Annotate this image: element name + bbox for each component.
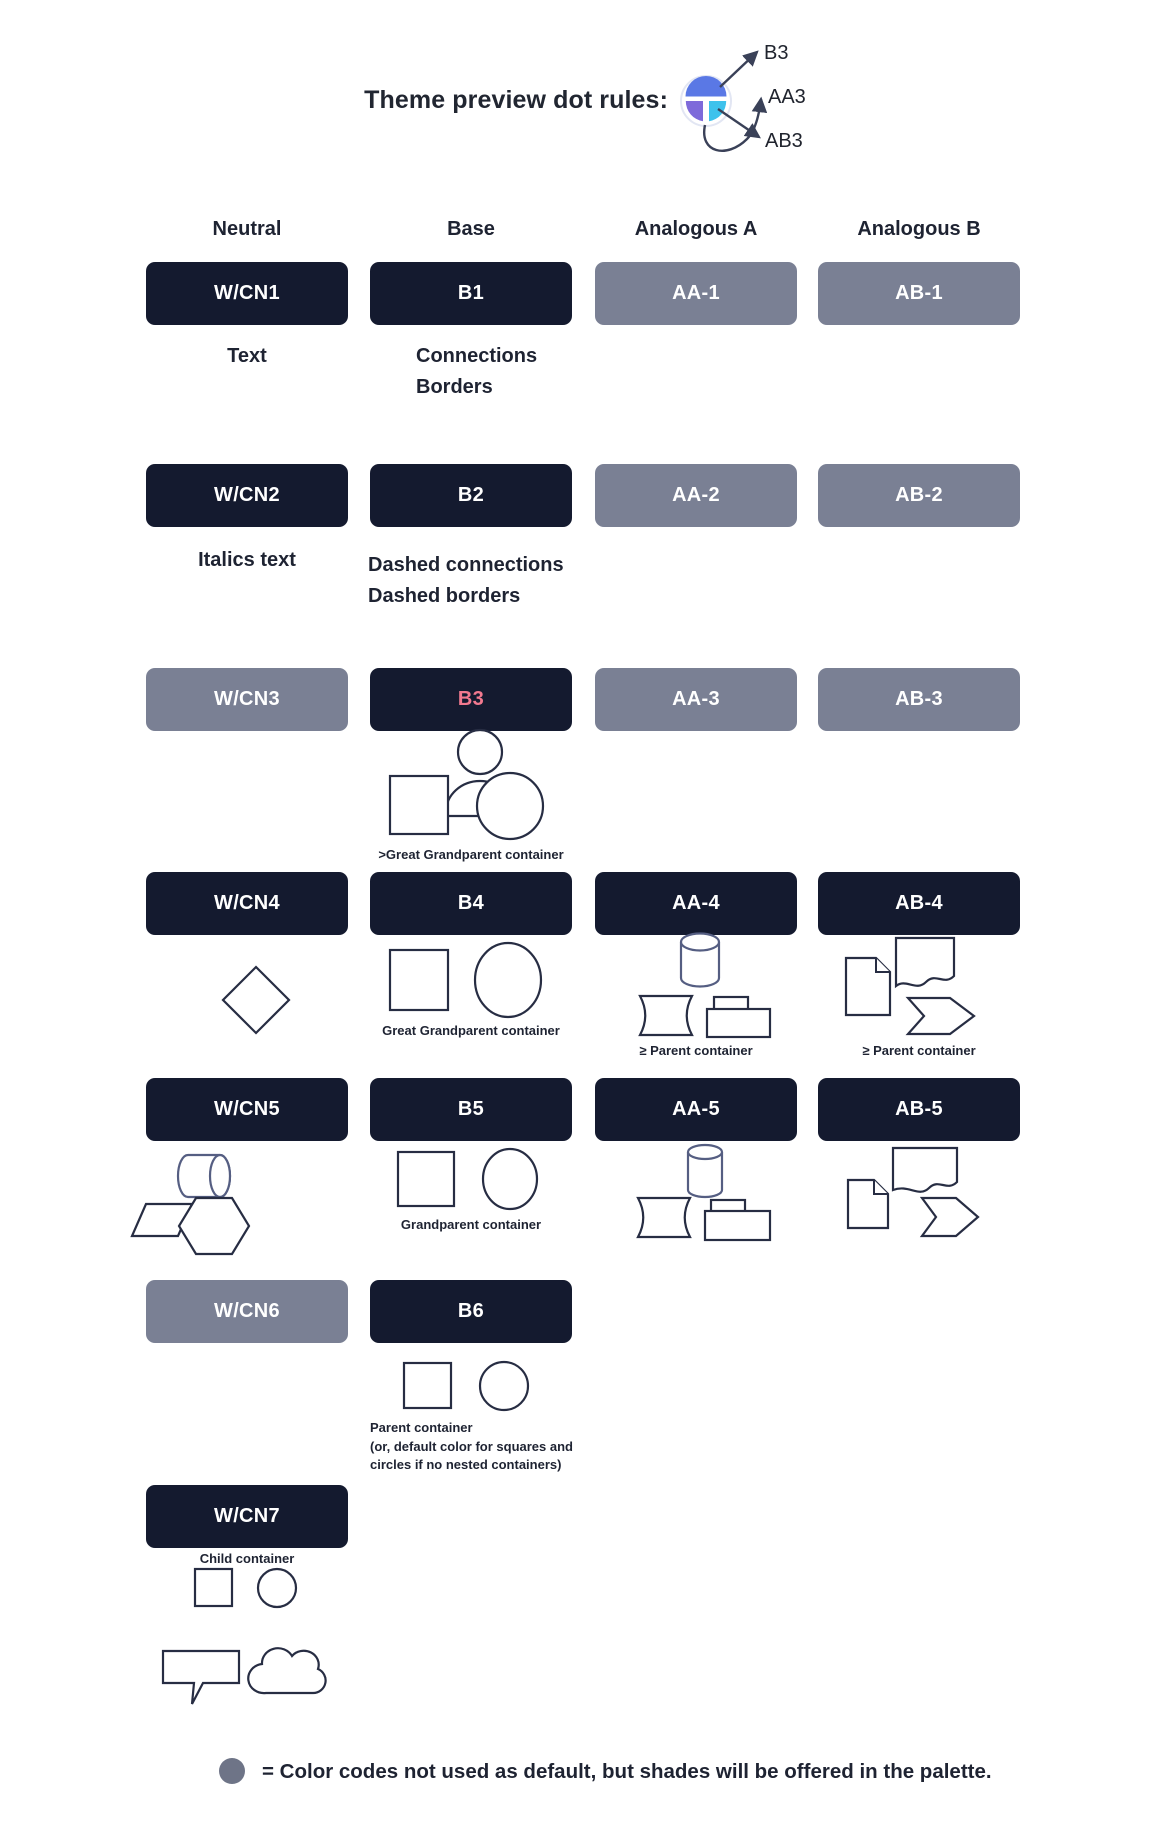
- swatch-b3: B3: [370, 668, 572, 731]
- swatch-ab3: AB-3: [818, 668, 1020, 731]
- square-circle-shapes: [180, 1565, 310, 1611]
- cylinder-top-shape: [688, 1145, 722, 1159]
- cloud-shape: [248, 1648, 325, 1693]
- swatch-wcn5: W/CN5: [146, 1078, 348, 1141]
- swatch-b4: B4: [370, 872, 572, 935]
- cylinder-parallelogram-hexagon-shapes: [120, 1140, 260, 1260]
- ellipse-shape: [483, 1149, 537, 1209]
- caption-parent-note-1: (or, default color for squares and: [370, 1438, 573, 1454]
- tabbed-rectangle-shape: [707, 1009, 770, 1037]
- caption-italics-text: Italics text: [198, 549, 296, 571]
- square-shape: [390, 776, 448, 834]
- dot-label-b3: B3: [764, 42, 789, 64]
- circle-shape: [480, 1362, 528, 1410]
- swatch-ab2: AB-2: [818, 464, 1020, 527]
- wavy-card-shape: [896, 938, 954, 986]
- wavy-card-shape: [893, 1148, 957, 1192]
- caption-borders: Borders: [416, 376, 493, 398]
- caption-dashed-borders: Dashed borders: [368, 585, 521, 607]
- circle-shape: [258, 1569, 296, 1607]
- column-header-analogous-b: Analogous B: [857, 218, 981, 240]
- page-title: Theme preview dot rules:: [364, 86, 668, 114]
- swatch-wcn3: W/CN3: [146, 668, 348, 731]
- dot-label-ab3: AB3: [765, 130, 803, 152]
- footer-legend: = Color codes not used as default, but shades will be offered in the palette.: [262, 1760, 992, 1783]
- square-ellipse-shapes: [382, 940, 552, 1024]
- cylinder-flag-card-shapes: [630, 926, 780, 1038]
- swatch-wcn4: W/CN4: [146, 872, 348, 935]
- caption-connections-borders: [416, 341, 537, 403]
- lying-cylinder-end-shape: [210, 1155, 230, 1197]
- cylinder-top-shape: [681, 934, 719, 951]
- cylinder-flag-card-shapes: [630, 1140, 780, 1245]
- speech-bubble-shape: [163, 1651, 239, 1704]
- document-wavy-chevron-shapes: [838, 928, 988, 1038]
- chevron-shape: [908, 998, 974, 1034]
- speech-bubble-cloud-shapes: [155, 1635, 340, 1707]
- curved-flag-shape: [638, 1198, 690, 1237]
- swatch-b6: B6: [370, 1280, 572, 1343]
- caption-connections: Connections: [416, 345, 538, 367]
- diamond-shape: [220, 964, 292, 1036]
- square-shape: [398, 1152, 454, 1206]
- swatch-aa1: AA-1: [595, 262, 797, 325]
- swatch-wcn1: W/CN1: [146, 262, 348, 325]
- ellipse-shape: [475, 943, 541, 1017]
- caption-parent-aa4: ≥ Parent container: [639, 1043, 753, 1058]
- document-shape: [848, 1180, 888, 1228]
- circle-shape: [477, 773, 543, 839]
- column-header-analogous-a: Analogous A: [634, 218, 758, 240]
- caption-child-container: Child container: [199, 1551, 295, 1566]
- swatch-wcn7: W/CN7: [146, 1485, 348, 1548]
- curved-flag-shape: [640, 996, 692, 1035]
- square-shape: [390, 950, 448, 1010]
- caption-dashed: [368, 550, 564, 612]
- gray-dot-icon: [219, 1758, 245, 1784]
- swatch-b5: B5: [370, 1078, 572, 1141]
- swatch-aa2: AA-2: [595, 464, 797, 527]
- chevron-shape: [922, 1198, 978, 1236]
- swatch-b2: B2: [370, 464, 572, 527]
- column-header-base: Base: [447, 218, 495, 240]
- arrow-to-ab3: [718, 109, 759, 137]
- dot-label-aa3: AA3: [768, 86, 806, 108]
- swatch-aa4: AA-4: [595, 872, 797, 935]
- caption-text: Text: [227, 345, 267, 367]
- document-fold: [876, 958, 890, 972]
- theme-dot-icon: [655, 25, 775, 160]
- caption-great-grandparent: Great Grandparent container: [382, 1023, 560, 1038]
- document-fold: [874, 1180, 888, 1194]
- swatch-wcn6: W/CN6: [146, 1280, 348, 1343]
- arrow-to-b3: [720, 52, 757, 87]
- caption-parent-ab4: ≥ Parent container: [862, 1043, 976, 1058]
- swatch-wcn2: W/CN2: [146, 464, 348, 527]
- swatch-ab5: AB-5: [818, 1078, 1020, 1141]
- square-shape: [195, 1569, 232, 1606]
- caption-dashed-connections: Dashed connections: [368, 554, 564, 576]
- caption-great-grandparent-gt: >Great Grandparent container: [378, 847, 564, 862]
- swatch-b1: B1: [370, 262, 572, 325]
- square-circle-shapes: [396, 1355, 536, 1415]
- caption-grandparent: Grandparent container: [400, 1217, 542, 1232]
- square-shape: [404, 1363, 451, 1408]
- person-square-circle-shapes: [380, 718, 560, 843]
- tabbed-rectangle-shape: [705, 1211, 770, 1240]
- caption-parent-container-block: [370, 1419, 573, 1475]
- square-ellipse-shapes: [390, 1144, 550, 1212]
- swatch-ab4: AB-4: [818, 872, 1020, 935]
- swatch-aa3: AA-3: [595, 668, 797, 731]
- column-header-neutral: Neutral: [212, 218, 282, 240]
- swatch-aa5: AA-5: [595, 1078, 797, 1141]
- document-wavy-chevron-shapes: [838, 1140, 988, 1240]
- caption-parent-container: Parent container: [370, 1420, 473, 1435]
- person-head-shape: [458, 730, 502, 774]
- swatch-ab1: AB-1: [818, 262, 1020, 325]
- caption-parent-note-2: circles if no nested containers): [370, 1457, 562, 1472]
